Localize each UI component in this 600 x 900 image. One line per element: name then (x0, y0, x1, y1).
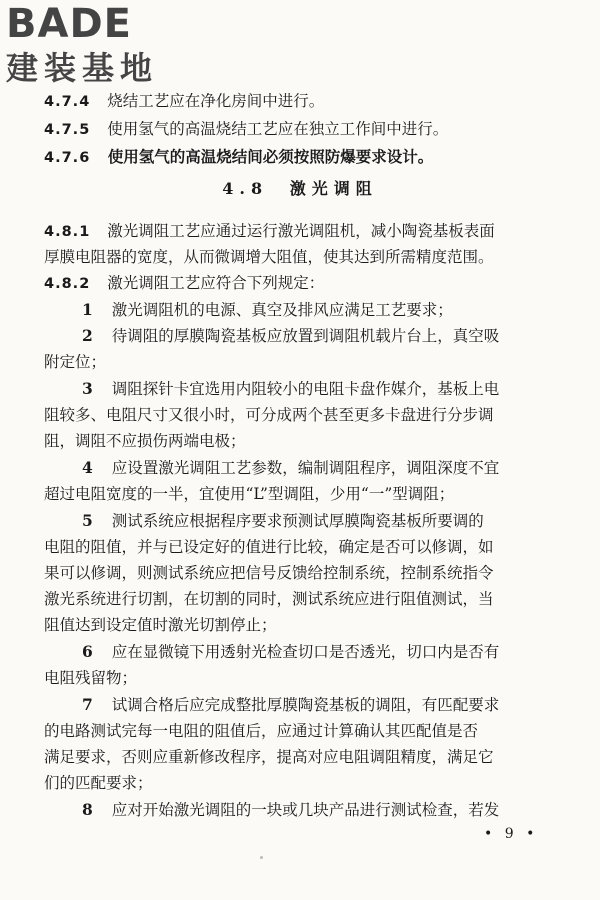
item-number: 7 (82, 695, 93, 714)
item-number: 8 (82, 800, 93, 819)
item-text: 应在显微镜下用透射光检查切口是否透光，切口内是否有 (111, 643, 500, 661)
clause-number: 4.7.5 (44, 122, 91, 138)
clause-text: 激光调阻工艺应通过运行激光调阻机，减小陶瓷基板表面 (107, 222, 495, 240)
list-item-5-line-1 (82, 510, 484, 532)
list-item-8-line-1 (82, 799, 499, 821)
item-number: 6 (82, 642, 93, 661)
list-item-5-line-3: 果可以修调，则测试系统应把信号反馈给控制系统，控制系统指令 (44, 564, 494, 582)
list-item-5-line-5: 阻值达到设定值时激光切割停止； (44, 616, 277, 634)
bade-logo (6, 2, 186, 94)
clause-number: 4.7.6 (44, 150, 91, 166)
list-item-7-line-3: 满足要求，否则应重新修改程序，提高对应电阻调阻精度，满足它 (44, 748, 494, 766)
logo-subtitle: 建装基地 (6, 49, 159, 87)
item-number: 4 (82, 458, 93, 477)
item-text: 调阻探针卡宜选用内阻较小的电阻卡盘作媒介，基板上电 (111, 380, 500, 398)
list-item-4-line-2: 超过电阻宽度的一半，宜使用“L”型调阻，少用“一”型调阻； (44, 485, 455, 503)
item-text: 待调阻的厚膜陶瓷基板应放置到调阻机载片台上，真空吸 (111, 327, 500, 345)
item-text: 试调合格后应完成整批厚膜陶瓷基板的调阻，有匹配要求 (111, 696, 500, 714)
list-item-2-line-2: 附定位； (44, 353, 107, 371)
clause-4-8-2 (44, 272, 324, 295)
clause-4-8-1-line-2: 厚膜电阻器的宽度，从而微调增大阻值，使其达到所需精度范围。 (44, 248, 494, 266)
section-number: 4.8 (222, 179, 269, 198)
list-item-3-line-1 (82, 378, 499, 400)
list-item-4-line-1 (82, 457, 499, 479)
list-item-1-line-1 (82, 299, 453, 321)
list-item-6-line-1 (82, 641, 499, 663)
item-text: 激光调阻机的电源、真空及排风应满足工艺要求； (111, 301, 453, 319)
item-number: 1 (82, 300, 93, 319)
clause-text: 使用氢气的高温烧结工艺应在独立工作间中进行。 (107, 120, 449, 138)
clause-4-7-5 (44, 118, 448, 141)
clause-4-7-4 (44, 90, 324, 113)
clause-text: 激光调阻工艺应符合下列规定： (107, 274, 325, 292)
item-text: 应对开始激光调阻的一块或几块产品进行测试检查，若发 (111, 801, 500, 819)
list-item-5-line-4: 激光系统进行切割，在切割的同时，测试系统应进行阻值测试，当 (44, 590, 494, 608)
clause-number: 4.8.2 (44, 276, 91, 292)
section-heading (0, 176, 600, 199)
clause-text: 使用氢气的高温烧结间必须按照防爆要求设计。 (107, 147, 434, 166)
list-item-7-line-1 (82, 694, 499, 716)
scan-speck (260, 856, 263, 859)
list-item-3-line-3: 阻，调阻不应损伤两端电极； (44, 432, 246, 450)
clause-number: 4.7.4 (44, 94, 91, 110)
section-title: 激光调阻 (289, 179, 378, 198)
page-number: • 9 • (484, 826, 539, 842)
item-number: 5 (82, 511, 93, 530)
item-number: 2 (82, 326, 93, 345)
item-text: 测试系统应根据程序要求预测试厚膜陶瓷基板所要调的 (111, 512, 484, 530)
logo-wordmark: BADE (6, 1, 132, 47)
list-item-7-line-4: 们的匹配要求； (44, 774, 153, 792)
list-item-3-line-2: 阻较多、电阻尺寸又很小时，可分成两个甚至更多卡盘进行分步调 (44, 406, 494, 424)
list-item-6-line-2: 电阻残留物； (44, 669, 138, 687)
list-item-2-line-1 (82, 325, 499, 347)
list-item-5-line-2: 电阻的阻值，并与已设定好的值进行比较，确定是否可以修调，如 (44, 538, 494, 556)
clause-number: 4.8.1 (44, 224, 91, 240)
clause-4-7-6 (44, 146, 433, 169)
item-text: 应设置激光调阻工艺参数，编制调阻程序，调阻深度不宜 (111, 459, 500, 477)
list-item-7-line-2: 的电路测试完每一电阻的阻值后，应通过计算确认其匹配值是否 (44, 722, 479, 740)
clause-4-8-1-line-1 (44, 220, 495, 243)
item-number: 3 (82, 379, 93, 398)
clause-text: 烧结工艺应在净化房间中进行。 (107, 92, 325, 110)
